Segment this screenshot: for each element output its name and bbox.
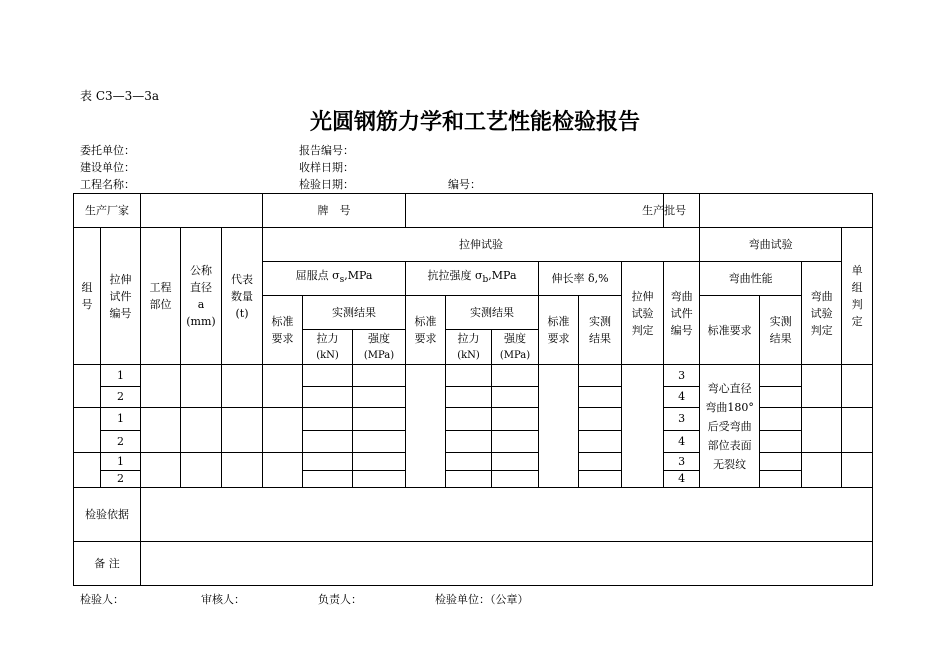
tensile-judgement-header: 拉伸试验判定 [622,262,664,365]
bend-no: 3 [664,365,700,387]
bend-measured-header: 实测结果 [760,296,802,365]
bend-performance-header: 弯曲性能 [700,262,802,296]
remarks-label: 备 注 [74,542,141,586]
batch-label: 生产批号 [664,194,700,228]
specimen-no: 1 [101,408,141,431]
tensile-strength-header: 抗拉强度 $\sigma_b,MPa$ [406,262,539,296]
elongation-standard-header: 标准要求 [539,296,579,365]
specimen-no: 2 [101,471,141,488]
bend-specimen-header: 弯曲试件编号 [664,262,700,365]
bend-standard-header: 标准要求 [700,296,760,365]
col-quantity-header: 代表数量 (t) [222,228,263,365]
tensile-standard-header: 标准要求 [406,296,446,365]
yield-strength-header: 强度 (MPa) [353,330,406,365]
serial-no-label: 编号： [448,178,481,191]
group-cell [74,408,101,453]
project-label: 工程名称： [80,178,135,191]
brand-label: 牌 号 [263,194,406,228]
bend-test-header: 弯曲试验 [700,228,842,262]
tensile-force-header: 拉力 (kN) [446,330,492,365]
col-specimen-header: 拉伸试件编号 [101,228,141,365]
report-no-label: 报告编号： [299,144,354,157]
manufacturer-value [141,194,263,228]
specimen-no: 2 [101,387,141,408]
specimen-no: 1 [101,365,141,387]
page-title: 光圆钢筋力学和工艺性能检验报告 [309,110,640,135]
client-label: 委托单位： [80,144,135,157]
batch-value [700,194,873,228]
yield-point-header: 屈服点 $\sigma_s,MPa$ [263,262,406,296]
specimen-no: 2 [101,431,141,453]
bend-no: 4 [664,471,700,488]
col-group-header: 组号 [74,228,101,365]
table-row [74,365,873,387]
specimen-no: 1 [101,453,141,471]
tensile-measured-header: 实测结果 [446,296,539,330]
group-cell [74,453,101,488]
bend-requirement: 弯心直径弯曲180°后受弯曲部位表面无裂纹 [700,365,760,488]
yield-standard-header: 标准要求 [263,296,303,365]
responsible-label: 负责人： [318,593,362,606]
yield-measured-header: 实测结果 [303,296,406,330]
col-part-header: 工程部位 [141,228,181,365]
manufacturer-label: 生产厂家 [74,194,141,228]
col-diameter-header: 公称直径a (mm) [181,228,222,365]
inspector-label: 检验人： [80,593,124,606]
bend-no: 3 [664,453,700,471]
bend-no: 4 [664,431,700,453]
inspection-unit-label: 检验单位：（公章） [435,593,529,606]
group-cell [74,365,101,408]
remarks-value [141,542,873,586]
construction-label: 建设单位： [80,161,135,174]
bend-judgement-header: 弯曲试验判定 [802,262,842,365]
tensile-strength-mpa-header: 强度 (MPa) [492,330,539,365]
report-table [73,193,873,586]
yield-force-header: 拉力 (kN) [303,330,353,365]
elongation-header: 伸长率 δ,% [539,262,622,296]
table-code: 表 C3—3—3a [80,89,160,103]
basis-label: 检验依据 [74,488,141,542]
basis-value [141,488,873,542]
test-date-label: 检验日期： [299,178,354,191]
reviewer-label: 审核人： [201,593,245,606]
bend-no: 3 [664,408,700,431]
tensile-test-header: 拉伸试验 [263,228,700,262]
bend-no: 4 [664,387,700,408]
elongation-measured-header: 实测结果 [579,296,622,365]
group-judgement-header: 单组判定 [842,228,873,365]
receive-date-label: 收样日期： [299,161,354,174]
